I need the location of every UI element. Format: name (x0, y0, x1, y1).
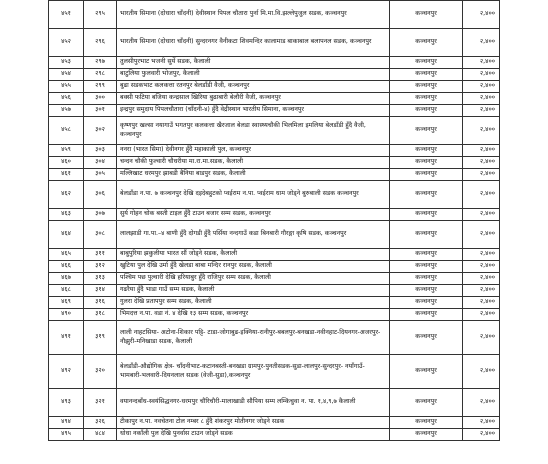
road-name-cell: कृष्णपुर खल्सा नयागाउँ भगतपुर कलकत्ता खैरजाल बेलडा स्वास्थ्यचौकी भिलमिला इमलिया बेलडाँडी हुँदै वैजी, कञ्चनपुर (117, 117, 390, 145)
district-cell: कञ्चनपुर (390, 117, 463, 145)
road-list-body (49, 1, 500, 441)
district-cell: कञ्चनपुर (390, 93, 463, 105)
road-name-cell: भारतीय सिमाना (दोधारा चाँदनी) देवीस्थान पिपल चौतारा पुर्ना मि.मा.वि.झल्लेपुजुल सडक, कञ्चनपुर (117, 1, 390, 29)
amount-cell: २,४०० (463, 429, 500, 441)
district-cell: कञ्चनपुर (390, 321, 463, 355)
road-name-cell: मल्लिखाट धरमपुर झाबडी बैनिया बाडपुर सडक, कैलाली (117, 169, 390, 181)
amount-cell: २,४०० (463, 69, 500, 81)
serial-number-cell: ४९३ (49, 389, 84, 417)
table-row (49, 261, 500, 273)
amount-cell: २,४०० (463, 221, 500, 249)
code-cell: ३०४ (84, 157, 117, 169)
code-cell: ३११ (84, 249, 117, 261)
district-cell: कञ्चनपुर (390, 273, 463, 285)
table-row (49, 145, 500, 157)
table-row (49, 1, 500, 29)
table-row (49, 169, 500, 181)
road-name-cell: लालझाडी गा.पा.–४ बाणी हुँदै दोगडी हुँदै पर्सिया नन्दगाउँ कडा बिनबारी गौरङ्गा कृषि सडक, कञ्चनपुर (117, 221, 390, 249)
table-row (49, 221, 500, 249)
code-cell: ३०७ (84, 209, 117, 221)
code-cell: ३०१ (84, 105, 117, 117)
code-cell: ३०२ (84, 117, 117, 145)
code-cell: २९५ (84, 1, 117, 29)
road-name-cell: चन्दन चौकी फुल्वारी चौधरीया मा.रा.मा.सडक, कैलाली (117, 157, 390, 169)
table-row (49, 181, 500, 209)
code-cell: २९८ (84, 69, 117, 81)
table-row (49, 309, 500, 321)
district-cell: कञ्चनपुर (390, 81, 463, 93)
code-cell: ३०० (84, 93, 117, 105)
amount-cell: २,४०० (463, 417, 500, 429)
district-cell: कञ्चनपुर (390, 429, 463, 441)
amount-cell: २,४०० (463, 145, 500, 157)
road-name-cell: गढरैया हुँदै भाडा गाउँ सम्म सडक, कैलाली (117, 285, 390, 297)
district-cell: कञ्चनपुर (390, 309, 463, 321)
amount-cell: २,४०० (463, 273, 500, 285)
amount-cell: २,४०० (463, 117, 500, 145)
district-cell: कञ्चनपुर (390, 181, 463, 209)
table-row (49, 321, 500, 355)
serial-number-cell: ४६० (49, 157, 84, 169)
road-name-cell: ननरा (भारत सिमा) देवीनगर हुँदै महाकाली पुल, कञ्चनपुर (117, 145, 390, 157)
amount-cell: २,४०० (463, 285, 500, 297)
amount-cell: २,४०० (463, 181, 500, 209)
road-name-cell: इन्द्रपुर समुदाय पिपलचौतारा (चाँदनी-४) हुँदै वेद्रीस्थान भारतीय सिमाना, कञ्चनपुर (117, 105, 390, 117)
code-cell: ३१८ (84, 309, 117, 321)
road-name-cell: वयानन्दबाँध-स्वयंसिद्धनगर-धरमपुर चौरिचौरी-मालाखाडी सौपिया सम्म लम्किचुवा न. पा. १,४,९,७ कैलाली (117, 389, 390, 417)
district-cell: कञ्चनपुर (390, 221, 463, 249)
road-name-cell: सुर्य गोहन चोक बस्ती टाइल हुँदै टाउन बजार सम्म सडक, कञ्चनपुर (117, 209, 390, 221)
code-cell: ३१२ (84, 261, 117, 273)
amount-cell: २,४०० (463, 169, 500, 181)
serial-number-cell: ४६९ (49, 297, 84, 309)
district-cell: कञ्चनपुर (390, 169, 463, 181)
district-cell: कञ्चनपुर (390, 249, 463, 261)
district-cell: कञ्चनपुर (390, 209, 463, 221)
table-row (49, 389, 500, 417)
amount-cell: २,४०० (463, 389, 500, 417)
road-name-cell: लाली नाहटसिया- अटोना-शिकार पट्टि- टाडा-जोगाबुढ-इक्निया-रानीपुर-बबलपुर-बनखडा-नवीनहाट-दियनगर-अजरपुर-नौझुरी-मनिखाडा सडक, कैलाली (117, 321, 390, 355)
code-cell: २९९ (84, 81, 117, 93)
district-cell: कञ्चनपुर (390, 355, 463, 389)
amount-cell: २,४०० (463, 93, 500, 105)
road-name-cell: भिमदत्त न.पा. वडा नं. ४ देखि १३ सम्म सडक, कञ्चनपुर (117, 309, 390, 321)
road-name-cell: टीकापुर न.पा. नवचेतना टोल नम्बर ८ हुँदै शंकरपुर मोतीनगर जोड्ने सडक (117, 417, 390, 429)
amount-cell: २,४०० (463, 81, 500, 93)
table-row (49, 273, 500, 285)
serial-number-cell: ४५७ (49, 105, 84, 117)
road-name-cell: पश्चिम पछ पुल्वारी देखि हरियाबुर हुँदै राजिपुर सम्म सडक, कैलाली (117, 273, 390, 285)
district-cell: कञ्चनपुर (390, 297, 463, 309)
code-cell: ४८४ (84, 429, 117, 441)
amount-cell: २,४०० (463, 157, 500, 169)
code-cell: ३२६ (84, 417, 117, 429)
serial-number-cell: ४६१ (49, 169, 84, 181)
table-row (49, 57, 500, 69)
amount-cell: २,४०० (463, 209, 500, 221)
road-name-cell: बाबुपुरिया झकुलीया भारत सौं जोड्ने सडक, कैलाली (117, 249, 390, 261)
table-row (49, 157, 500, 169)
amount-cell: २,४०० (463, 261, 500, 273)
table-row (49, 29, 500, 57)
amount-cell: २,४०० (463, 249, 500, 261)
table-row (49, 429, 500, 441)
serial-number-cell: ४९१ (49, 321, 84, 355)
district-cell: कञ्चनपुर (390, 145, 463, 157)
district-cell: कञ्चनपुर (390, 1, 463, 29)
amount-cell: २,४०० (463, 297, 500, 309)
table-row (49, 417, 500, 429)
serial-number-cell: ४६४ (49, 221, 84, 249)
road-name-cell: गुलरा देखि प्रतापपुर सम्म सडक, कैलाली (117, 297, 390, 309)
code-cell: ३१९ (84, 321, 117, 355)
table-row (49, 69, 500, 81)
serial-number-cell: ४५३ (49, 57, 84, 69)
table-row (49, 93, 500, 105)
serial-number-cell: ४५५ (49, 81, 84, 93)
amount-cell: २,४०० (463, 309, 500, 321)
serial-number-cell: ४९० (49, 309, 84, 321)
serial-number-cell: ४९५ (49, 429, 84, 441)
table-row (49, 249, 500, 261)
serial-number-cell: ४५८ (49, 117, 84, 145)
table-row (49, 105, 500, 117)
road-name-cell: बाटुलिया फुलवारी भोजपुर, कैलाली (117, 69, 390, 81)
serial-number-cell: ४६२ (49, 181, 84, 209)
road-name-cell: भारतीय सिमाना (दोधारा चाँदनी) सुन्दरनगर वैनीकटा शिवमन्दिर कालामाड बाकाबाल बलापनल सडक, कञ्चनपुर (117, 29, 390, 57)
district-cell: कञ्चनपुर (390, 417, 463, 429)
amount-cell: २,४०० (463, 105, 500, 117)
district-cell: कञ्चनपुर (390, 261, 463, 273)
amount-cell: २,४०० (463, 57, 500, 69)
code-cell: ३१६ (84, 297, 117, 309)
code-cell: ३०५ (84, 169, 117, 181)
district-cell: कञ्चनपुर (390, 69, 463, 81)
table-row (49, 209, 500, 221)
district-cell: कञ्चनपुर (390, 285, 463, 297)
code-cell: २९६ (84, 29, 117, 57)
road-name-cell: बेलडाँडा न.पा. ७ कञ्चनपुर देखि दइदेबहुटको प्वईराम न.पा. प्वईराम धाम जोड्ने बुरुबाली सडक कञ्चनपुर (117, 181, 390, 209)
code-cell: ३०८ (84, 221, 117, 249)
district-cell: कञ्चनपुर (390, 57, 463, 69)
district-cell: कञ्चनपुर (390, 105, 463, 117)
serial-number-cell: ४९२ (49, 355, 84, 389)
road-name-cell: खुटिया पुल देखि उर्मा हुँदै खेलडा बाबा मन्दिर रानपुर सडक, कैलाली (117, 261, 390, 273)
district-cell: कञ्चनपुर (390, 389, 463, 417)
serial-number-cell: ४६८ (49, 285, 84, 297)
amount-cell: २,४०० (463, 355, 500, 389)
table-row (49, 117, 500, 145)
serial-number-cell: ४५१ (49, 1, 84, 29)
code-cell: ३२० (84, 355, 117, 389)
district-cell: कञ्चनपुर (390, 157, 463, 169)
code-cell: ३०६ (84, 181, 117, 209)
code-cell: ३२१ (84, 389, 117, 417)
serial-number-cell: ४५२ (49, 29, 84, 57)
road-list-table (48, 0, 500, 441)
road-name-cell: तुलसीपुरभाट भजनी सुर्ये सडक, कैलाली (117, 57, 390, 69)
serial-number-cell: ४५४ (49, 69, 84, 81)
code-cell: २९७ (84, 57, 117, 69)
table-row (49, 81, 500, 93)
serial-number-cell: ४५९ (49, 145, 84, 157)
table-row (49, 285, 500, 297)
amount-cell: २,४०० (463, 1, 500, 29)
serial-number-cell: ४६५ (49, 249, 84, 261)
road-name-cell: बेलडाँडी-औद्योगिक क्षेत्र- चाँदनीभाट-कटानबस्ती-बनखडा ग्रामपुर-पुनतीसडक-सुडा-लालपुर-सुन्दरपुर- नयाँगाउँ-भामबारी-भलवारी-दियनलाल सडक (वेजी-सुडा),कञ्चनपुर (117, 355, 390, 389)
table-row (49, 355, 500, 389)
serial-number-cell: ४६३ (49, 209, 84, 221)
serial-number-cell: ४५६ (49, 93, 84, 105)
amount-cell: २,४०० (463, 321, 500, 355)
table-row (49, 297, 500, 309)
amount-cell: २,४०० (463, 29, 500, 57)
road-name-cell: बक्सी फटिया बजिया कन्द्रसाल खिरिया बुढाबारी बेलौरी वैजी, कञ्चनपुर (117, 93, 390, 105)
code-cell: ३१३ (84, 273, 117, 285)
code-cell: ३०३ (84, 145, 117, 157)
district-cell: कञ्चनपुर (390, 29, 463, 57)
serial-number-cell: ४९४ (49, 417, 84, 429)
road-name-cell: धोधा नकाँली पुल देखि पुनर्वास टाउन जोड्ने सडक (117, 429, 390, 441)
serial-number-cell: ४६६ (49, 261, 84, 273)
serial-number-cell: ४६७ (49, 273, 84, 285)
code-cell: ३१४ (84, 285, 117, 297)
road-name-cell: बुढा सडकभाट कलकत्ता रतनपुर बेलडाँडी वैजी, कञ्चनपुर (117, 81, 390, 93)
